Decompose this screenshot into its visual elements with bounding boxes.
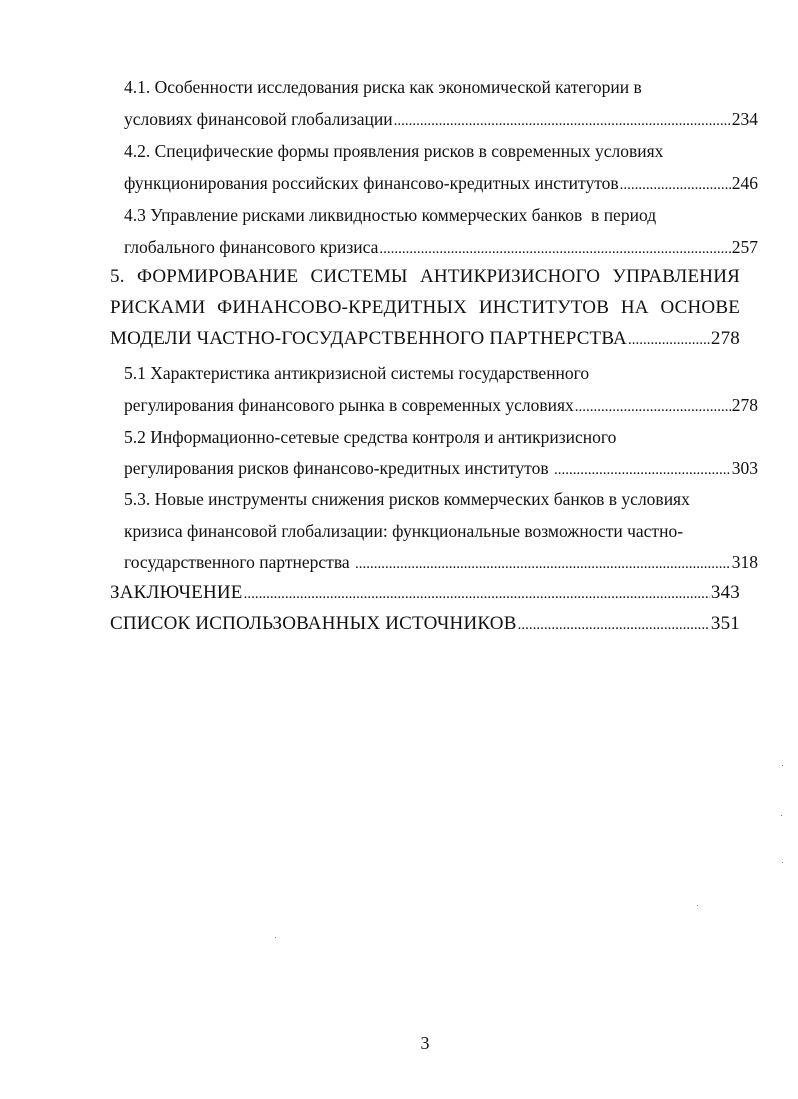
toc-entry-text: функционирования российских финансово-кредитных институтов bbox=[124, 173, 619, 193]
dot-leader bbox=[518, 613, 710, 635]
toc-entry-text: государственного партнерства bbox=[124, 552, 354, 572]
dot-leader bbox=[244, 582, 710, 604]
dot-leader bbox=[628, 328, 710, 350]
toc-entry-text: ЗАКЛЮЧЕНИЕ bbox=[110, 582, 243, 603]
toc-entry-text: условиях финансовой глобализации bbox=[124, 109, 393, 129]
scan-speck bbox=[697, 905, 698, 906]
toc-page-number: 234 bbox=[731, 109, 758, 129]
toc-entry-4-2-line1: 4.2. Специфические формы проявления рисков в современных условиях bbox=[124, 141, 664, 161]
toc-page-number: 257 bbox=[731, 237, 758, 257]
dot-leader bbox=[355, 551, 731, 573]
toc-sources bbox=[110, 613, 740, 635]
toc-entry-4-3-line2 bbox=[124, 236, 758, 258]
toc-page-number: 318 bbox=[731, 552, 758, 572]
toc-entry-5-3-line3 bbox=[124, 551, 758, 573]
toc-entry-4-2-line2 bbox=[124, 172, 758, 194]
toc-entry-text: МОДЕЛИ ЧАСТНО-ГОСУДАРСТВЕННОГО ПАРТНЕРСТВА bbox=[110, 328, 627, 349]
toc-page-number: 303 bbox=[731, 458, 758, 478]
dot-leader bbox=[554, 457, 731, 479]
scan-speck bbox=[782, 765, 783, 766]
toc-entry-5-1-line2 bbox=[124, 394, 758, 416]
toc-entry-4-3-line1: 4.3 Управление рисками ликвидностью коммерческих банков в период bbox=[124, 205, 657, 225]
dot-leader bbox=[379, 236, 730, 258]
toc-conclusion bbox=[110, 582, 740, 604]
scan-speck bbox=[275, 937, 276, 938]
scan-speck bbox=[781, 815, 782, 816]
toc-page-number: 343 bbox=[710, 582, 740, 603]
toc-entry-5-3-line2: кризиса финансовой глобализации: функциональные возможности частно- bbox=[124, 521, 684, 541]
toc-entry-text: регулирования финансового рынка в современных условиях bbox=[124, 395, 574, 415]
toc-chapter-5-line3 bbox=[110, 328, 740, 350]
toc-entry-text: СПИСОК ИСПОЛЬЗОВАННЫХ ИСТОЧНИКОВ bbox=[110, 613, 517, 634]
dot-leader bbox=[575, 394, 731, 416]
toc-entry-5-1-line1: 5.1 Характеристика антикризисной системы государственного bbox=[124, 363, 590, 383]
toc-page-number: 351 bbox=[710, 613, 740, 634]
page-number: 3 bbox=[420, 1033, 430, 1053]
toc-entry-text: глобального финансового кризиса bbox=[124, 237, 379, 257]
toc-entry-4-1-line1: 4.1. Особенности исследования риска как экономической категории в bbox=[124, 77, 642, 97]
toc-entry-5-2-line2 bbox=[124, 457, 758, 479]
dot-leader bbox=[394, 108, 731, 130]
toc-chapter-5-line1: 5. ФОРМИРОВАНИЕ СИСТЕМЫ АНТИКРИЗИСНОГО УПРАВЛЕНИЯ bbox=[110, 266, 740, 287]
toc-chapter-5-line2: РИСКАМИ ФИНАНСОВО-КРЕДИТНЫХ ИНСТИТУТОВ НА ОСНОВЕ bbox=[110, 297, 740, 318]
toc-page-number: 278 bbox=[731, 395, 758, 415]
toc-entry-text: регулирования рисков финансово-кредитных институтов bbox=[124, 458, 553, 478]
scan-speck bbox=[782, 862, 783, 863]
toc-entry-5-3-line1: 5.3. Новые инструменты снижения рисков коммерческих банков в условиях bbox=[124, 489, 690, 509]
toc-page-number: 278 bbox=[710, 328, 740, 349]
toc-page-number: 246 bbox=[731, 173, 758, 193]
toc-entry-4-1-line2 bbox=[124, 108, 758, 130]
dot-leader bbox=[620, 172, 731, 194]
toc-entry-5-2-line1: 5.2 Информационно-сетевые средства контроля и антикризисного bbox=[124, 427, 617, 447]
